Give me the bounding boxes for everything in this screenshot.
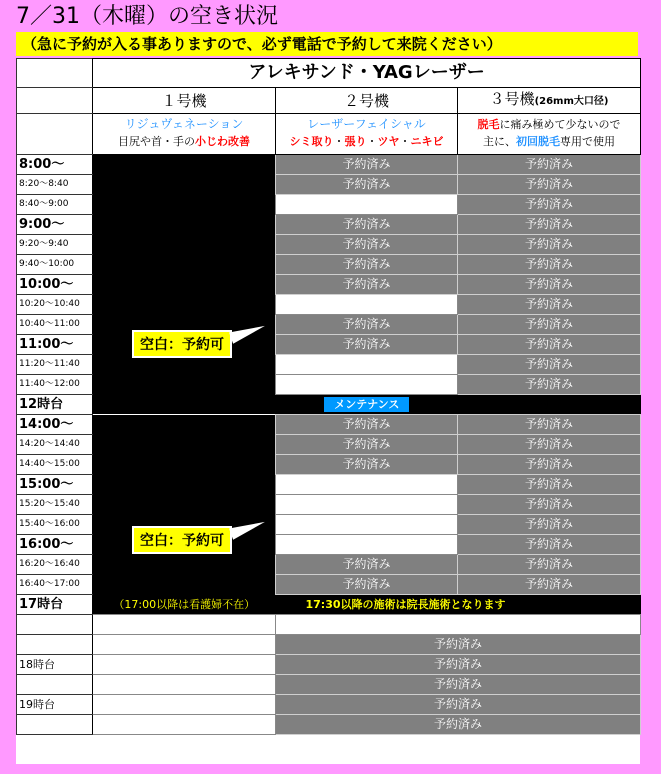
- slot-row: [17, 295, 641, 315]
- time-label: [17, 635, 93, 655]
- machine-1-slot: [93, 475, 276, 495]
- evening-row: [17, 715, 641, 735]
- machine-2-booked-slot[interactable]: 予約済み: [276, 235, 458, 255]
- m2-desc-c: ツヤ: [377, 135, 400, 148]
- m2-sep-1: ・: [333, 135, 345, 148]
- machine-3-booked-slot[interactable]: 予約済み: [458, 535, 641, 555]
- machine-2-open-slot[interactable]: [276, 495, 458, 515]
- slot-row: [17, 355, 641, 375]
- slot-row: [17, 175, 641, 195]
- evening-row: [17, 695, 641, 715]
- machine-1-slot: [93, 615, 276, 635]
- machine-2-open-slot[interactable]: [276, 295, 458, 315]
- callout-available-morning: 空白：予約可: [132, 330, 232, 358]
- time-label: 16:00〜: [17, 535, 93, 555]
- slot-row: [17, 415, 641, 435]
- m2-desc-d: ニキビ: [410, 135, 444, 148]
- time-label-17: 17時台: [17, 595, 93, 615]
- time-label: 10:20〜10:40: [17, 295, 93, 315]
- machine-3-booked-slot[interactable]: 予約済み: [458, 335, 641, 355]
- machine-1-slot: [93, 555, 276, 575]
- machine-2-booked-slot[interactable]: 予約済み: [276, 255, 458, 275]
- slot-row: [17, 495, 641, 515]
- machine-1-slot: [93, 415, 276, 435]
- time-label: 15:40〜16:00: [17, 515, 93, 535]
- laser-title: アレキサンド・YAGレーザー: [93, 59, 641, 88]
- machine-2-booked-slot[interactable]: 予約済み: [276, 455, 458, 475]
- machine-3-name: ３号機: [489, 90, 535, 108]
- notice-banner: （急に予約が入る事ありますので、必ず電話で予約して来院ください）: [16, 32, 638, 56]
- time-label: 9:20〜9:40: [17, 235, 93, 255]
- machine-3-booked-slot[interactable]: 予約済み: [458, 575, 641, 595]
- machine-3-booked-slot[interactable]: 予約済み: [458, 455, 641, 475]
- slot-row: [17, 255, 641, 275]
- machine-3-booked-slot[interactable]: 予約済み: [458, 355, 641, 375]
- machine-2-open-slot[interactable]: [276, 515, 458, 535]
- machine-3-booked-slot[interactable]: 予約済み: [458, 255, 641, 275]
- machine-2-booked-slot[interactable]: 予約済み: [276, 155, 458, 175]
- morning-slots: [17, 155, 641, 395]
- time-label-noon: 12時台: [17, 395, 93, 415]
- slot-row: [17, 275, 641, 295]
- time-label: 8:20〜8:40: [17, 175, 93, 195]
- time-label: 19時台: [17, 695, 93, 715]
- note-17-left: （17:00以降は看護婦不在）: [93, 595, 276, 615]
- evening-row: [17, 615, 641, 635]
- machine-1-slot: [93, 255, 276, 275]
- machine-1-slot: [93, 695, 276, 715]
- machine-3-booked-slot[interactable]: 予約済み: [458, 375, 641, 395]
- time-label: [17, 615, 93, 635]
- schedule-sheet: [16, 58, 640, 764]
- machine-1-slot: [93, 715, 276, 735]
- machine-3-booked-slot[interactable]: 予約済み: [458, 175, 641, 195]
- time-label: 15:00〜: [17, 475, 93, 495]
- machine-2-title: レーザーフェイシャル: [307, 117, 426, 131]
- machine-3-booked-slot[interactable]: 予約済み: [458, 215, 641, 235]
- machine-2-open-slot[interactable]: [276, 475, 458, 495]
- machine-2-booked-slot[interactable]: 予約済み: [276, 215, 458, 235]
- maintenance-badge: メンテナンス: [324, 397, 409, 412]
- slot-row: [17, 535, 641, 555]
- time-label: 10:00〜: [17, 275, 93, 295]
- machine-2-booked-slot[interactable]: 予約済み: [276, 415, 458, 435]
- time-label: 16:40〜17:00: [17, 575, 93, 595]
- slot-row: [17, 315, 641, 335]
- time-label: [17, 715, 93, 735]
- machine-2-open-slot[interactable]: [276, 535, 458, 555]
- time-label: 14:00〜: [17, 415, 93, 435]
- schedule-table: [16, 58, 641, 735]
- slot-row: [17, 215, 641, 235]
- machine-2-booked-slot[interactable]: 予約済み: [276, 315, 458, 335]
- machine-3-label: [458, 88, 641, 114]
- page-title: 7／31（木曜）の空き状況: [16, 4, 278, 29]
- slot-row: [17, 515, 641, 535]
- machine-1-slot: [93, 655, 276, 675]
- machine-1-label: １号機: [93, 88, 276, 114]
- machine-3-booked-slot[interactable]: 予約済み: [458, 415, 641, 435]
- evening-booked-slot[interactable]: 予約済み: [276, 715, 641, 735]
- machine-1-slot: [93, 195, 276, 215]
- slot-row: [17, 375, 641, 395]
- machine-1-slot: [93, 435, 276, 455]
- machine-2-booked-slot[interactable]: 予約済み: [276, 175, 458, 195]
- time-label: 11:40〜12:00: [17, 375, 93, 395]
- machine-1-slot: [93, 235, 276, 255]
- machine-1-slot: [93, 495, 276, 515]
- machine-1-slot: [93, 575, 276, 595]
- m3-desc-e: 専用で使用: [560, 135, 616, 148]
- machine-1-slot: [93, 175, 276, 195]
- time-label: 18時台: [17, 655, 93, 675]
- machine-3-booked-slot[interactable]: 予約済み: [458, 235, 641, 255]
- machine-3-booked-slot[interactable]: 予約済み: [458, 475, 641, 495]
- machine-1-title: リジュヴェネーション: [124, 117, 244, 131]
- slot-row: [17, 575, 641, 595]
- time-label: 16:20〜16:40: [17, 555, 93, 575]
- m2-sep-3: ・: [399, 135, 411, 148]
- machine-2-booked-slot[interactable]: 予約済み: [276, 275, 458, 295]
- corner-cell: [17, 59, 93, 88]
- m1-desc-a: 目尻や首・手の: [118, 135, 195, 148]
- evening-open-slot[interactable]: [276, 615, 641, 635]
- machine-2-booked-slot[interactable]: 予約済み: [276, 335, 458, 355]
- machine-1-slot: [93, 275, 276, 295]
- machine-3-booked-slot[interactable]: 予約済み: [458, 555, 641, 575]
- machine-2-open-slot[interactable]: [276, 375, 458, 395]
- m2-desc-a: シミ取り: [289, 135, 334, 148]
- machine-3-booked-slot[interactable]: 予約済み: [458, 515, 641, 535]
- time-label: 14:40〜15:00: [17, 455, 93, 475]
- machine-1-slot: [93, 215, 276, 235]
- machine-3-desc: [458, 114, 641, 155]
- time-label: 15:20〜15:40: [17, 495, 93, 515]
- time-label: [17, 675, 93, 695]
- evening-booked-slot[interactable]: 予約済み: [276, 675, 641, 695]
- callout-available-afternoon: 空白：予約可: [132, 526, 232, 554]
- machine-2-booked-slot[interactable]: 予約済み: [276, 575, 458, 595]
- machine-3-booked-slot[interactable]: 予約済み: [458, 275, 641, 295]
- corner-cell: [17, 114, 93, 155]
- machine-2-booked-slot[interactable]: 予約済み: [276, 555, 458, 575]
- slot-row: [17, 555, 641, 575]
- m3-desc-b: に痛み極めて少ないので: [499, 118, 621, 131]
- machine-2-open-slot[interactable]: [276, 195, 458, 215]
- maintenance-row: [93, 395, 641, 415]
- machine-3-booked-slot[interactable]: 予約済み: [458, 495, 641, 515]
- time-label: 11:20〜11:40: [17, 355, 93, 375]
- evening-row: [17, 675, 641, 695]
- time-label: 9:40〜10:00: [17, 255, 93, 275]
- evening-row: [17, 655, 641, 675]
- evening-booked-slot[interactable]: 予約済み: [276, 695, 641, 715]
- slot-row: [17, 235, 641, 255]
- evening-booked-slot[interactable]: 予約済み: [276, 635, 641, 655]
- m3-desc-d: 初回脱毛: [516, 135, 561, 148]
- time-label: 14:20〜14:40: [17, 435, 93, 455]
- m2-sep-2: ・: [366, 135, 378, 148]
- machine-1-desc: [93, 114, 276, 155]
- m2-desc-b: 張り: [344, 135, 367, 148]
- evening-slots: [17, 615, 641, 735]
- machine-1-slot: [93, 635, 276, 655]
- afternoon-slots: [17, 415, 641, 595]
- machine-3-booked-slot[interactable]: 予約済み: [458, 155, 641, 175]
- machine-3-booked-slot[interactable]: 予約済み: [458, 295, 641, 315]
- time-label: 10:40〜11:00: [17, 315, 93, 335]
- machine-2-booked-slot[interactable]: 予約済み: [276, 435, 458, 455]
- machine-1-slot: [93, 675, 276, 695]
- time-label: 8:00〜: [17, 155, 93, 175]
- slot-row: [17, 435, 641, 455]
- machine-1-slot: [93, 295, 276, 315]
- slot-row: [17, 475, 641, 495]
- slot-row: [17, 155, 641, 175]
- corner-cell: [17, 88, 93, 114]
- machine-1-slot: [93, 155, 276, 175]
- evening-booked-slot[interactable]: 予約済み: [276, 655, 641, 675]
- note-17-right: 17:30以降の施術は院長施術となります: [276, 595, 641, 615]
- time-label: 11:00〜: [17, 335, 93, 355]
- machine-2-open-slot[interactable]: [276, 355, 458, 375]
- machine-3-booked-slot[interactable]: 予約済み: [458, 315, 641, 335]
- slot-row: [17, 335, 641, 355]
- slot-row: [17, 455, 641, 475]
- machine-1-slot: [93, 375, 276, 395]
- time-label: 9:00〜: [17, 215, 93, 235]
- machine-2-desc: [276, 114, 458, 155]
- machine-2-label: ２号機: [276, 88, 458, 114]
- time-label: 8:40〜9:00: [17, 195, 93, 215]
- evening-row: [17, 635, 641, 655]
- machine-3-booked-slot[interactable]: 予約済み: [458, 435, 641, 455]
- machine-3-note: (26mm大口径): [534, 96, 609, 107]
- m3-desc-a: 脱毛: [477, 118, 500, 131]
- slot-row: [17, 195, 641, 215]
- machine-3-booked-slot[interactable]: 予約済み: [458, 195, 641, 215]
- machine-1-slot: [93, 455, 276, 475]
- m3-desc-c: 主に、: [483, 135, 517, 148]
- m1-desc-b: 小じわ改善: [195, 135, 250, 148]
